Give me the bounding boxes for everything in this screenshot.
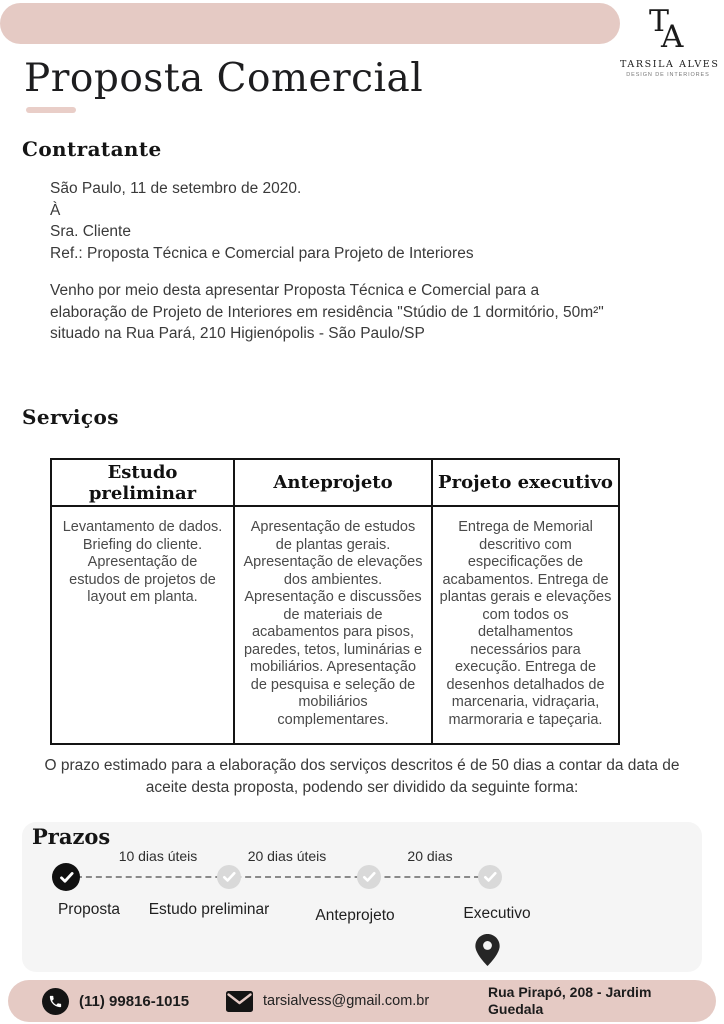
section-heading-servicos: Serviços <box>22 405 119 429</box>
table-cell-projeto-executivo: Entrega de Memorial descritivo com especificações de acabamentos. Entrega de plantas gerais e elevações com todos os detalhamentos necessários para execução. Entrega de desenhos detalhados de marcenaria, vidraçaria, marmoraria e tapeçaria. <box>432 506 619 744</box>
services-table <box>50 458 620 745</box>
table-header-anteprojeto: Anteprojeto <box>234 459 432 506</box>
phone-icon <box>42 988 69 1015</box>
milestone-label-estudo-preliminar: Estudo preliminar <box>148 901 270 918</box>
milestone-check-icon <box>217 865 241 889</box>
top-accent-bar <box>0 3 620 44</box>
monogram-letter-a: A <box>661 19 684 55</box>
section-heading-contratante: Contratante <box>22 137 162 161</box>
milestone-label-executivo: Executivo <box>463 905 531 922</box>
deadline-note: O prazo estimado para a elaboração dos serviços descritos é de 50 dias a contar da data de aceite desta proposta, podendo ser dividido da seguinte forma: <box>44 757 680 796</box>
milestone-check-icon-done <box>52 863 80 891</box>
ta-monogram-icon <box>645 6 691 56</box>
timeline-duration-1: 10 dias úteis <box>118 848 198 864</box>
letter-line-ref: Ref.: Proposta Técnica e Comercial para Projeto de Interiores <box>50 244 474 262</box>
letter-line-to: À <box>50 201 61 219</box>
milestone-check-icon <box>478 865 502 889</box>
letter-paragraph: Venho por meio desta apresentar Proposta Técnica e Comercial para a elaboração de Projeto de Interiores em residência "Stúdio de 1 dormitório, 50m²" situado na Rua Pará, 210 Higienópolis - São Paulo/SP <box>50 282 604 342</box>
footer-address-text: Rua Pirapó, 208 - Jardim Guedala <box>488 984 652 1017</box>
envelope-icon <box>226 991 253 1012</box>
brand-logo <box>620 4 720 78</box>
footer-phone-number: (11) 99816-1015 <box>79 992 190 1010</box>
section-heading-prazos: Prazos <box>32 824 111 849</box>
milestone-label-anteprojeto: Anteprojeto <box>315 907 395 924</box>
footer-email <box>226 980 429 1022</box>
prazos-panel <box>22 822 702 972</box>
footer-phone <box>42 980 189 1022</box>
location-pin-icon <box>474 934 501 971</box>
timeline-dashed-line <box>66 876 490 878</box>
monogram-letter-t: T <box>649 4 670 39</box>
timeline-duration-3: 20 dias <box>407 848 453 864</box>
services-table-body-row <box>51 506 619 744</box>
brand-name: TARSILA ALVES <box>620 59 720 70</box>
footer-email-address: tarsialvess@gmail.com.br <box>263 993 430 1009</box>
table-header-projeto-executivo: Projeto executivo <box>432 459 619 506</box>
milestone-check-icon <box>357 865 381 889</box>
letter-line-client: Sra. Cliente <box>50 223 131 240</box>
page-title: Proposta Comercial <box>24 56 424 101</box>
brand-tagline: DESIGN DE INTERIORES <box>626 72 710 78</box>
milestone-label-proposta: Proposta <box>57 901 121 918</box>
footer-address <box>488 980 668 1022</box>
timeline-duration-2: 20 dias úteis <box>247 848 327 864</box>
title-underline <box>26 107 76 113</box>
table-cell-anteprojeto: Apresentação de estudos de plantas gerais. Apresentação de elevações dos ambientes. Apresentação e discussões de materiais de acabamentos para pisos, paredes, tetos, luminárias e mobiliários. Apresentação de pesquisa e seleção de mobiliários complementares. <box>234 506 432 744</box>
letter-line-date: São Paulo, 11 de setembro de 2020. <box>50 180 302 197</box>
footer-bar <box>8 980 716 1022</box>
services-table-header-row <box>51 459 619 506</box>
letter-header <box>50 178 474 264</box>
table-cell-estudo-preliminar: Levantamento de dados. Briefing do cliente. Apresentação de estudos de projetos de layout em planta. <box>51 506 234 744</box>
table-header-estudo-preliminar: Estudo preliminar <box>51 459 234 506</box>
